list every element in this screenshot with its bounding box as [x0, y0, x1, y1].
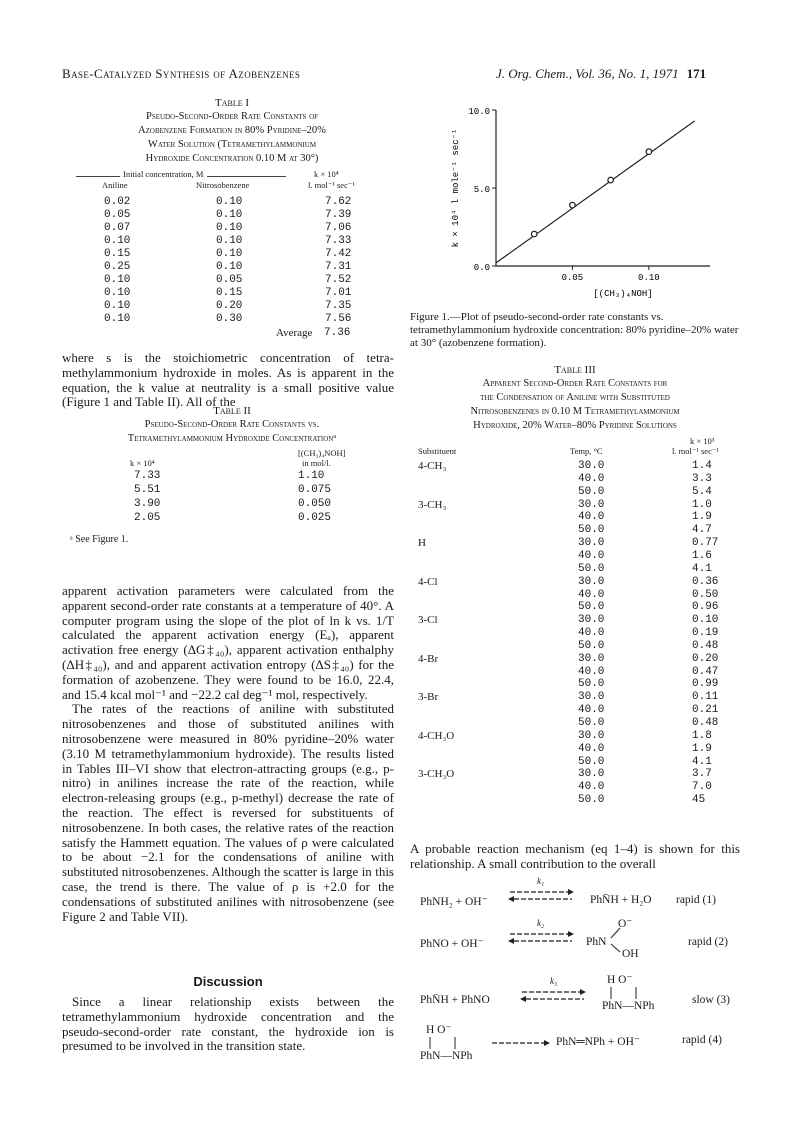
k-value: 7.52 — [325, 274, 352, 286]
temperature-value: 50.0 — [578, 601, 605, 614]
temperature-value: 40.0 — [578, 511, 605, 524]
k-value: 7.31 — [325, 261, 352, 273]
k-value: 7.56 — [325, 313, 352, 325]
concentration-value: 0.050 — [298, 498, 332, 510]
substituent-label: 3-CH₃ — [418, 498, 447, 511]
temperature-value: 50.0 — [578, 562, 605, 575]
running-header-journal — [496, 66, 706, 82]
temperature-value: 30.0 — [578, 614, 605, 627]
k-value: 3.90 — [134, 498, 161, 510]
concentration-value: 0.10 — [216, 222, 243, 234]
k-value: 4.1 — [692, 755, 712, 768]
substituent-label: H — [418, 537, 426, 550]
table2-col2-units: in mol/l. — [302, 458, 331, 468]
table3-caption-line: the Condensation of Aniline with Substituted — [480, 392, 670, 403]
section-title: Discussion — [193, 974, 263, 989]
equation-3-rate: slow (3) — [692, 994, 731, 1006]
temperature-value: 50.0 — [578, 755, 605, 768]
table3-col-temp: Temp, °C — [570, 446, 603, 456]
k-value: 7.42 — [325, 248, 352, 260]
equation-1-rate: rapid (1) — [676, 894, 716, 906]
k-value: 4.7 — [692, 524, 712, 537]
equation-2-rate: rapid (2) — [688, 936, 728, 948]
table3 — [410, 436, 740, 826]
concentration-value: 0.20 — [216, 300, 243, 312]
concentration-value: 0.10 — [216, 261, 243, 273]
k-value: 1.6 — [692, 549, 712, 562]
table3-col-substituent: Substituent — [418, 446, 457, 456]
temperature-value: 50.0 — [578, 794, 605, 807]
temperature-value: 50.0 — [578, 717, 605, 729]
table2-caption-line: Pseudo-Second-Order Rate Constants vs. — [144, 419, 320, 430]
k-value: 0.48 — [692, 639, 719, 652]
table1-col-nitrosobenzene: Nitrosobenzene — [196, 180, 250, 190]
equation-1-right: PhN̄H + H₂O — [590, 894, 652, 906]
k-value: 7.06 — [325, 222, 352, 234]
bond-lines-icon — [425, 1036, 465, 1050]
table2 — [62, 448, 402, 568]
k-value: 0.21 — [692, 704, 719, 717]
k-value: 1.9 — [692, 742, 712, 755]
k-value: 0.20 — [692, 652, 719, 665]
concentration-value: 0.05 — [216, 274, 243, 286]
k-value: 45 — [692, 794, 706, 807]
k-value: 0.19 — [692, 627, 719, 640]
x-tick-label: 0.10 — [638, 273, 660, 283]
equilibrium-arrow-icon — [508, 886, 574, 906]
equation-4-right: PhN═NPh + OH⁻ — [556, 1036, 640, 1048]
concentration-value: 0.15 — [216, 287, 243, 299]
temperature-value: 30.0 — [578, 575, 605, 588]
table3-caption-line: Apparent Second-Order Rate Constants for — [482, 378, 668, 389]
concentration-value: 0.10 — [104, 235, 131, 247]
temperature-value: 40.0 — [578, 627, 605, 640]
k-value: 0.11 — [692, 691, 719, 704]
k-value: 7.62 — [325, 196, 352, 208]
temperature-value: 30.0 — [578, 691, 605, 704]
concentration-value: 0.05 — [104, 209, 131, 221]
table2-number: Table II — [213, 405, 251, 417]
table3-caption — [410, 363, 740, 433]
k-value: 7.0 — [692, 781, 712, 794]
k-value: 7.33 — [325, 235, 352, 247]
table1-span-header: Initial concentration, M — [120, 169, 207, 179]
temperature-value: 40.0 — [578, 588, 605, 601]
temperature-value: 30.0 — [578, 768, 605, 781]
concentration-value: 0.10 — [216, 196, 243, 208]
equation-2-oxide: O⁻ — [618, 918, 633, 930]
equation-3-left: PhN̄H + PhNO — [420, 994, 490, 1006]
data-point — [608, 177, 614, 183]
table2-col1-header: k × 10⁴ — [130, 458, 155, 468]
table1-k-header: k × 10⁴ — [314, 169, 339, 179]
data-point — [646, 149, 652, 155]
fit-line — [496, 121, 695, 263]
table3-k-header: k × 10³ — [690, 436, 715, 446]
k-value: 7.39 — [325, 209, 352, 221]
table3-caption-line: Nitrosobenzenes in 0.10 M Tetramethylammonium — [470, 406, 680, 417]
k-value: 0.36 — [692, 575, 719, 588]
x-tick-label: 0.05 — [561, 273, 584, 283]
table1-caption-line: Pseudo-Second-Order Rate Constants of — [145, 111, 319, 122]
k-value: 0.50 — [692, 588, 719, 601]
equation-2-left: PhNO + OH⁻ — [420, 938, 484, 950]
paragraph-text: where s is the stoichiometric concentration of tetramethylammonium hydroxide in moles. As is apparent in the equation, the k value at neutrality is a small positive value (Figure 1 and Table II). All of the — [62, 350, 394, 410]
x-axis-label: [(CH₃)₄NOH] — [593, 289, 653, 299]
paragraph — [62, 351, 394, 410]
equation-4-substituents: H O⁻ — [426, 1024, 452, 1036]
concentration-value: 0.10 — [216, 248, 243, 260]
data-point — [531, 231, 537, 237]
equation-3-k: k₃ — [550, 976, 558, 986]
substituent-label: 4-Cl — [418, 575, 438, 588]
temperature-value: 40.0 — [578, 665, 605, 678]
temperature-value: 30.0 — [578, 652, 605, 665]
concentration-value: 0.02 — [104, 196, 131, 208]
substituent-label: 3-Cl — [418, 614, 438, 627]
running-header-title: Base-Catalyzed Synthesis of Azobenzenes — [62, 66, 301, 81]
data-point — [570, 202, 576, 208]
equation-2-hydroxyl: OH — [622, 948, 639, 960]
equilibrium-arrow-icon — [520, 986, 586, 1006]
paragraph-text: apparent activation parameters were calculated from the apparent second-order rate constants at a temperature of 40°. A computer program using the slope of the plot of ln k vs. 1/T calculated the apparent activation energy (Eₐ), apparent activation free energy (ΔG‡₄₀), apparent activation enthalphy (ΔH‡₄₀), and and apparent activation entropy (ΔS‡₄₀) for the formation of azobenzene. They were found to be 16.0, 22.4, and 15.4 kcal mol⁻¹ and −22.2 cal deg⁻¹ mol, respectively. — [62, 583, 394, 702]
substituent-label: 4-Br — [418, 652, 439, 665]
y-tick-label: 10.0 — [468, 107, 490, 117]
table1-col-aniline: Aniline — [102, 180, 128, 190]
equilibrium-arrow-icon — [508, 928, 574, 948]
k-value: 5.4 — [692, 485, 712, 498]
temperature-value: 30.0 — [578, 498, 605, 511]
equation-1-k: k₁ — [537, 876, 545, 886]
concentration-value: 0.10 — [104, 313, 131, 325]
temperature-value: 40.0 — [578, 549, 605, 562]
y-axis-label: k × 10⁴ l mole⁻¹ sec⁻¹ — [451, 128, 461, 248]
k-value: 3.3 — [692, 472, 712, 485]
y-tick-label: 5.0 — [473, 185, 490, 195]
table2-col2-header: [(CH₃)₄NOH] — [298, 448, 346, 458]
temperature-value: 50.0 — [578, 524, 605, 537]
k-value: 7.33 — [134, 470, 161, 482]
table3-k-units: l. mol⁻¹ sec⁻¹ — [672, 446, 719, 456]
table1-average-value: 7.36 — [324, 327, 351, 339]
table2-caption-line: Tetramethylammonium Hydroxide Concentrationᵃ — [127, 433, 337, 444]
k-value: 5.51 — [134, 484, 161, 496]
concentration-value: 0.10 — [216, 235, 243, 247]
equation-4-rate: rapid (4) — [682, 1034, 722, 1046]
k-value: 7.35 — [325, 300, 352, 312]
temperature-value: 30.0 — [578, 460, 605, 472]
temperature-value: 40.0 — [578, 704, 605, 717]
temperature-value: 40.0 — [578, 781, 605, 794]
paragraph-text: A probable reaction mechanism (eq 1–4) is shown for this relationship. A small contribution to the overall — [410, 841, 740, 871]
concentration-value: 0.025 — [298, 512, 332, 524]
table2-footnote: ᵃ See Figure 1. — [70, 534, 129, 545]
temperature-value: 50.0 — [578, 678, 605, 691]
paragraph-text: The rates of the reactions of aniline with substituted nitrosobenzenes and those of substituted anilines with nitrosobenzene were measured in 80% pyridine–20% water (3.10 M tetramethylammonium hydroxide). The results listed in Tables III–VI show that electron-attracting groups (e.g., p-nitro) in anilines increase the rate of the reaction, while electron-releasing groups (e.g., p-methyl) decrease the rate of the reaction. The effect is reversed for substituents of nitrosobenzene. In both cases, the relative rates of the reaction satisfy the Hammett equation. The values of ρ were calculated to be about −2.1 for the condensations of aniline with substituted nitrosobenzenes. Although the scatter is large in this case, the trend is there. The value of ρ is +2.0 for the condensations of substituted anilines with nitrosobenzene (see Figure 2 and Table VII). — [62, 701, 394, 924]
equation-3-right: PhN—NPh — [602, 1000, 655, 1012]
page-number: 171 — [686, 66, 707, 81]
concentration-value: 0.10 — [104, 287, 131, 299]
k-value: 4.1 — [692, 562, 712, 575]
concentration-value: 1.10 — [298, 470, 325, 482]
substituent-label: 4-CH₃O — [418, 729, 455, 742]
concentration-value: 0.075 — [298, 484, 332, 496]
substituent-label: 3-CH₃O — [418, 768, 455, 781]
k-value: 2.05 — [134, 512, 161, 524]
paragraph — [62, 584, 394, 924]
bond-lines-icon — [606, 986, 646, 1000]
temperature-value: 40.0 — [578, 472, 605, 485]
table3-caption-line: Hydroxide, 20% Water–80% Pyridine Solutions — [473, 420, 677, 431]
concentration-value: 0.10 — [104, 300, 131, 312]
substituent-label: 4-CH₃ — [418, 460, 447, 472]
concentration-value: 0.30 — [216, 313, 243, 325]
figure1-plot — [410, 96, 740, 308]
k-value: 1.9 — [692, 511, 712, 524]
equation-4-left: PhN—NPh — [420, 1050, 473, 1062]
concentration-value: 0.10 — [104, 274, 131, 286]
equation-3-substituents: H O⁻ — [607, 974, 633, 986]
equation-2-k: k₂ — [537, 918, 545, 928]
k-value: 0.48 — [692, 717, 719, 729]
temperature-value: 40.0 — [578, 742, 605, 755]
concentration-value: 0.10 — [216, 209, 243, 221]
journal-citation: J. Org. Chem., Vol. 36, No. 1, 1971 — [496, 66, 679, 81]
concentration-value: 0.25 — [104, 261, 131, 273]
k-value: 1.4 — [692, 460, 712, 472]
table1-caption — [62, 96, 402, 166]
table1-number: Table I — [214, 97, 250, 109]
k-value: 0.96 — [692, 601, 719, 614]
temperature-value: 50.0 — [578, 639, 605, 652]
reaction-arrow-icon — [490, 1038, 550, 1048]
table2-caption — [62, 404, 402, 446]
temperature-value: 30.0 — [578, 537, 605, 550]
k-value: 7.01 — [325, 287, 352, 299]
table1-caption-line: Water Solution (Tetramethylammonium — [147, 139, 317, 150]
table3-number: Table III — [554, 364, 596, 376]
k-value: 0.47 — [692, 665, 719, 678]
k-value: 1.8 — [692, 729, 712, 742]
table1-average-label: Average — [276, 327, 313, 339]
paragraph — [62, 995, 394, 1054]
figure1-caption: Figure 1.—Plot of pseudo-second-order rate constants vs. tetramethylammonium hydroxide concentration: 80% pyridine–20% water at 30° (azobenzene formation). — [410, 311, 739, 349]
table1-k-units: l. mol⁻¹ sec⁻¹ — [308, 180, 355, 190]
concentration-value: 0.07 — [104, 222, 131, 234]
equation-2-right: PhN — [586, 936, 607, 948]
concentration-value: 0.15 — [104, 248, 131, 260]
temperature-value: 50.0 — [578, 485, 605, 498]
equation-1-left: PhNH₂ + OH⁻ — [420, 896, 488, 908]
table1-caption-line: Hydroxide Concentration 0.10 M at 30°) — [145, 153, 319, 164]
k-value: 0.77 — [692, 537, 719, 550]
k-value: 3.7 — [692, 768, 712, 781]
temperature-value: 30.0 — [578, 729, 605, 742]
substituent-label: 3-Br — [418, 691, 439, 704]
y-tick-label: 0.0 — [473, 263, 490, 273]
k-value: 1.0 — [692, 498, 712, 511]
paragraph — [410, 842, 740, 872]
figure1 — [410, 96, 740, 308]
paragraph-text: Since a linear relationship exists between the tetramethylammonium hydroxide concentration and the pseudo-second-order rate constant, the hydroxide ion is presumed to be involved in the transition state. — [62, 994, 394, 1054]
k-value: 0.99 — [692, 678, 719, 691]
table1-caption-line: Azobenzene Formation in 80% Pyridine–20% — [138, 125, 326, 136]
mechanism-equations — [410, 872, 740, 1072]
k-value: 0.10 — [692, 614, 719, 627]
